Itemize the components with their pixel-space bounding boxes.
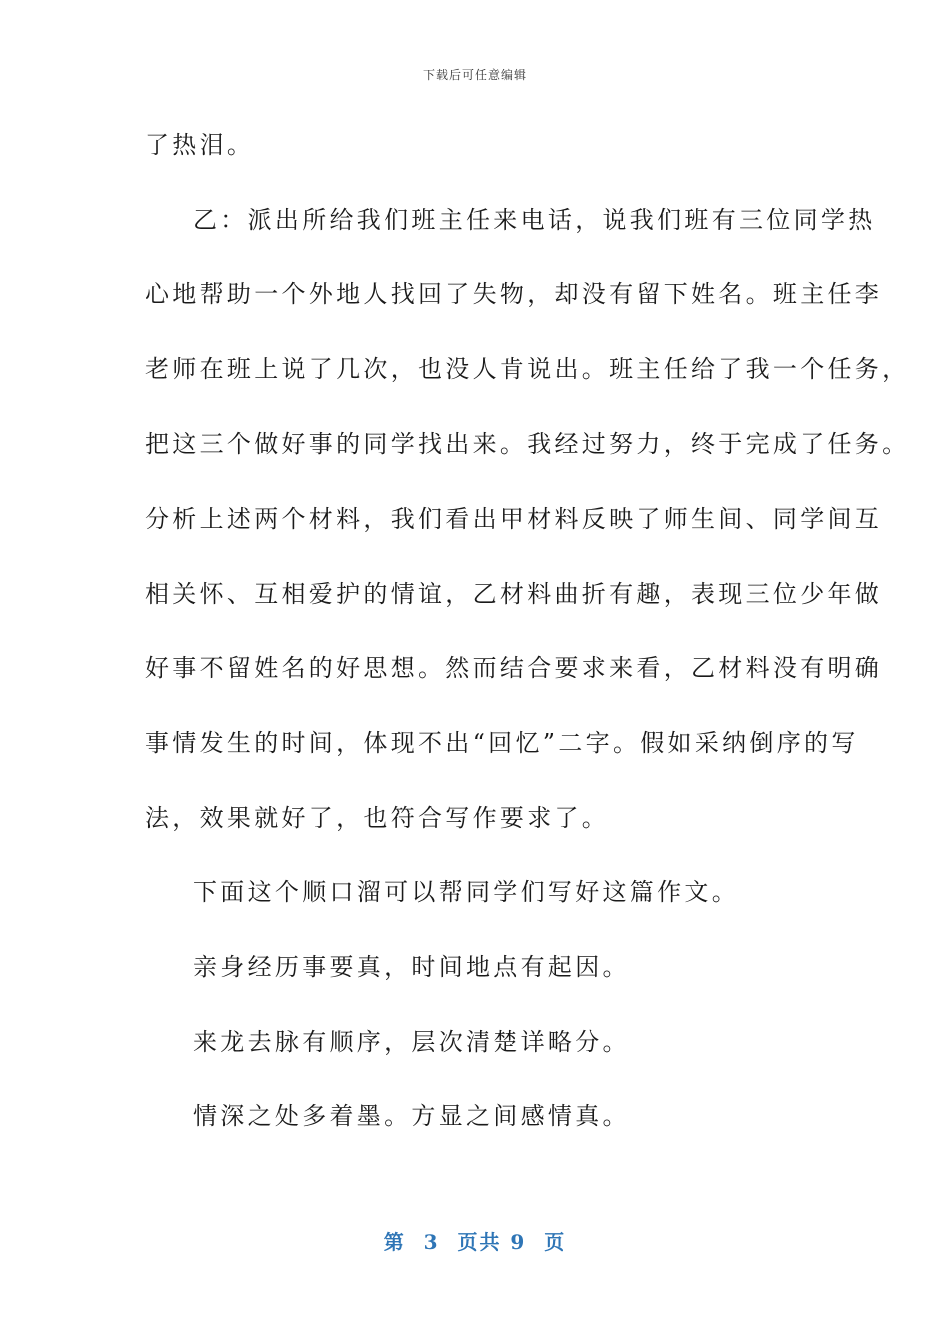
page-header: 下载后可任意编辑 (422, 68, 527, 82)
text-line: 下面这个顺口溜可以帮同学们写好这篇作文。 (193, 878, 739, 906)
text-line: 相关怀、互相爱护的情谊，乙材料曲折有趣，表现三位少年做 (145, 580, 883, 608)
text-line: 老师在班上说了几次，也没人肯说出。班主任给了我一个任务， (145, 355, 910, 383)
text-line: 心地帮助一个外地人找回了失物，却没有留下姓名。班主任李 (145, 280, 883, 308)
text-line: 了热泪。 (145, 131, 255, 159)
text-line: 来龙去脉有顺序，层次清楚详略分。 (193, 1028, 630, 1056)
text-line: 情深之处多着墨。方显之间感情真。 (193, 1102, 630, 1130)
text-line: 好事不留姓名的好思想。然而结合要求来看，乙材料没有明确 (145, 654, 883, 682)
text-line: 把这三个做好事的同学找出来。我经过努力，终于完成了任务。 (145, 430, 910, 458)
text-line: 事情发生的时间，体现不出“回忆”二字。假如采纳倒序的写 (145, 729, 859, 757)
page-footer: 第 3 页共 9 页 (383, 1230, 567, 1254)
text-line: 分析上述两个材料，我们看出甲材料反映了师生间、同学间互 (145, 505, 883, 533)
text-line: 法，效果就好了，也符合写作要求了。 (145, 804, 610, 832)
text-line: 乙：派出所给我们班主任来电话，说我们班有三位同学热 (193, 206, 876, 234)
text-line: 亲身经历事要真，时间地点有起因。 (193, 953, 630, 981)
